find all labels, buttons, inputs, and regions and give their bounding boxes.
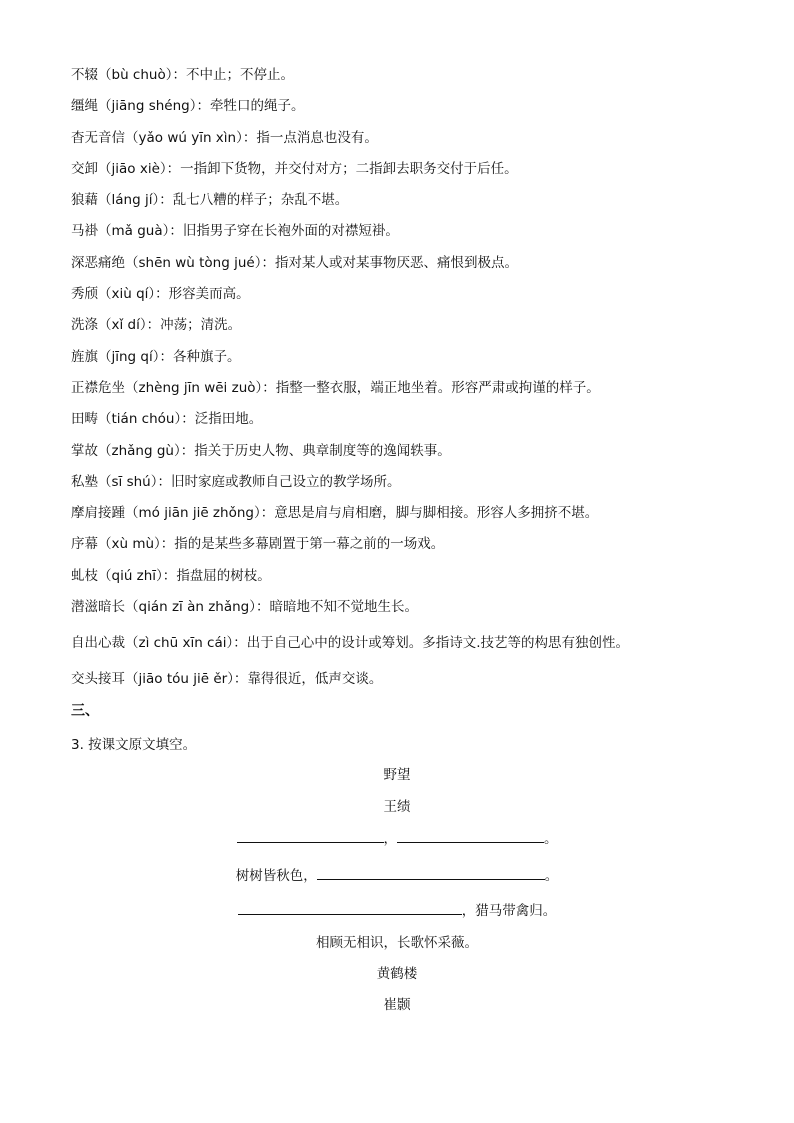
vocab-entry: 虬枝（qiú zhī）：指盘屈的树枝。 xyxy=(71,567,271,584)
vocab-pinyin: mǎ guà xyxy=(111,223,163,240)
vocab-term: 正襟危坐 xyxy=(71,379,125,396)
vocab-entry: 摩肩接踵（mó jiān jiē zhǒng）：意思是肩与肩相磨，脚与脚相接。形容人多拥挤不堪。 xyxy=(71,505,599,522)
vocab-pinyin: bù chuò xyxy=(111,67,166,83)
vocab-term: 狼藉 xyxy=(71,192,98,209)
vocab-term: 缰绳 xyxy=(71,98,98,115)
vocab-pinyin: jiāo xiè xyxy=(111,160,160,177)
vocab-pinyin: sī shú xyxy=(111,473,151,490)
vocab-entry: 交头接耳（jiāo tóu jiē ěr）：靠得很近，低声交谈。 xyxy=(71,671,383,688)
vocab-entry: 潜滋暗长（qián zī àn zhǎng）：暗暗地不知不觉地生长。 xyxy=(71,599,418,616)
vocab-pinyin: jīng qí xyxy=(111,348,153,365)
vocab-term: 掌故 xyxy=(71,442,98,459)
poem-line xyxy=(0,864,794,884)
fill-blank[interactable] xyxy=(397,827,544,843)
fill-blank[interactable] xyxy=(238,899,462,915)
vocab-entry: 缰绳（jiāng shéng）：牵牲口的绳子。 xyxy=(71,98,305,115)
poem-text: ，猎马带禽归。 xyxy=(461,903,557,919)
poem-line xyxy=(0,827,794,847)
vocab-entry: 旌旗（jīng qí）：各种旗子。 xyxy=(71,348,241,365)
vocab-definition: 各种旗子。 xyxy=(173,348,241,365)
vocab-definition: 意思是肩与肩相磨，脚与脚相接。形容人多拥挤不堪。 xyxy=(274,505,599,522)
poem-title: 野望 xyxy=(383,767,411,783)
vocab-term: 马褂 xyxy=(71,223,98,240)
vocab-term: 不辍 xyxy=(71,67,98,83)
vocabulary-list xyxy=(71,64,731,699)
vocab-definition: 指一点消息也没有。 xyxy=(256,129,378,146)
poem-title: 黄鹤楼 xyxy=(376,966,418,982)
vocab-definition: 泛指田地。 xyxy=(194,411,263,428)
vocab-term: 自出心裁 xyxy=(71,635,125,652)
vocab-definition: 出于自己心中的设计或筹划。多指诗文.技艺等的构思有独创性。 xyxy=(246,635,630,652)
vocab-definition: 牵牲口的绳子。 xyxy=(209,98,305,115)
vocab-entry: 掌故（zhǎng gù）：指关于历史人物、典章制度等的逸闻轶事。 xyxy=(71,442,451,459)
vocab-pinyin: zhǎng gù xyxy=(111,442,174,459)
vocab-entry: 交卸（jiāo xiè）：一指卸下货物，并交付对方；二指卸去职务交付于后任。 xyxy=(71,160,518,177)
vocab-pinyin: qián zī àn zhǎng xyxy=(138,599,250,616)
vocab-definition: 指盘屈的树枝。 xyxy=(176,567,271,584)
poem-author: 王绩 xyxy=(383,799,411,815)
vocab-term: 交卸 xyxy=(71,160,98,177)
vocab-pinyin: tián chóu xyxy=(111,411,175,428)
punctuation: 。 xyxy=(544,831,558,847)
vocab-definition: 指对某人或对某事物厌恶、痛恨到极点。 xyxy=(274,254,518,271)
vocab-pinyin: xǐ dí xyxy=(111,317,140,334)
poem-author: 崔颢 xyxy=(383,997,411,1013)
vocab-pinyin: zhèng jīn wēi zuò xyxy=(138,379,256,396)
vocab-definition: 形容美而高。 xyxy=(168,286,250,303)
poem-text: 树树皆秋色， xyxy=(235,868,317,884)
vocab-definition: 旧指男子穿在长袍外面的对襟短褂。 xyxy=(182,223,399,240)
vocab-entry: 私塾（sī shú）：旧时家庭或教师自己设立的教学场所。 xyxy=(71,473,401,490)
vocab-term: 摩肩接踵 xyxy=(71,505,125,522)
vocab-term: 潜滋暗长 xyxy=(71,599,125,616)
vocab-term: 旌旗 xyxy=(71,348,98,365)
vocab-definition: 靠得很近，低声交谈。 xyxy=(247,671,383,688)
vocab-term: 序幕 xyxy=(71,536,98,553)
vocab-entry: 正襟危坐（zhèng jīn wēi zuò）：指整一整衣服，端正地坐着。形容严肃或拘谨的样子。 xyxy=(71,379,600,396)
vocab-term: 洗涤 xyxy=(71,317,98,334)
vocab-entry: 序幕（xù mù）：指的是某些多幕剧置于第一幕之前的一场戏。 xyxy=(71,536,445,553)
vocab-entry: 不辍（bù chuò）：不中止；不停止。 xyxy=(71,67,294,83)
vocab-term: 虬枝 xyxy=(71,567,98,584)
vocab-pinyin: yǎo wú yīn xìn xyxy=(138,129,237,146)
vocab-pinyin: láng jí xyxy=(111,192,153,209)
vocab-definition: 指关于历史人物、典章制度等的逸闻轶事。 xyxy=(194,442,451,459)
fill-blank[interactable] xyxy=(237,827,384,843)
vocab-definition: 暗暗地不知不觉地生长。 xyxy=(269,599,418,616)
question-prompt: 3. 按课文原文填空。 xyxy=(71,737,197,753)
vocab-term: 田畴 xyxy=(71,411,98,428)
vocab-term: 秀颀 xyxy=(71,286,98,303)
vocab-entry: 自出心裁（zì chū xīn cái）：出于自己心中的设计或筹划。多指诗文.技艺等的构思有独创性。 xyxy=(71,635,630,652)
vocab-definition: 一指卸下货物，并交付对方；二指卸去职务交付于后任。 xyxy=(180,160,518,177)
vocab-entry: 杳无音信（yǎo wú yīn xìn）：指一点消息也没有。 xyxy=(71,129,378,146)
vocab-entry: 田畴（tián chóu）：泛指田地。 xyxy=(71,411,263,428)
vocab-term: 交头接耳 xyxy=(71,671,125,688)
vocab-definition: 不中止；不停止。 xyxy=(185,67,294,83)
vocab-entry: 狼藉（láng jí）：乱七八糟的样子；杂乱不堪。 xyxy=(71,192,349,209)
vocab-definition: 冲荡；清洗。 xyxy=(160,317,242,334)
poem-line: 相顾无相识，长歌怀采薇。 xyxy=(316,935,478,951)
punctuation: 。 xyxy=(544,868,559,884)
vocab-pinyin: jiāo tóu jiē ěr xyxy=(138,671,228,688)
vocab-definition: 指的是某些多幕剧置于第一幕之前的一场戏。 xyxy=(174,536,445,553)
vocab-pinyin: shēn wù tòng jué xyxy=(138,254,255,271)
vocab-definition: 指整一整衣服，端正地坐着。形容严肃或拘谨的样子。 xyxy=(275,379,600,396)
vocab-pinyin: xiù qí xyxy=(111,286,149,303)
vocab-term: 杳无音信 xyxy=(71,129,125,146)
vocab-pinyin: zì chū xīn cái xyxy=(138,635,227,652)
vocab-term: 私塾 xyxy=(71,473,98,490)
vocab-pinyin: mó jiān jiē zhǒng xyxy=(138,505,254,522)
vocab-definition: 旧时家庭或教师自己设立的教学场所。 xyxy=(170,473,401,490)
section-heading: 三、 xyxy=(71,703,99,719)
punctuation: ， xyxy=(383,831,397,847)
vocab-definition: 乱七八糟的样子；杂乱不堪。 xyxy=(172,192,349,209)
vocab-pinyin: jiāng shéng xyxy=(111,98,190,115)
vocab-pinyin: qiú zhī xyxy=(111,567,157,584)
vocab-entry: 深恶痛绝（shēn wù tòng jué）：指对某人或对某事物厌恶、痛恨到极点。 xyxy=(71,254,518,271)
poem-line xyxy=(0,899,794,919)
vocab-entry: 秀颀（xiù qí）：形容美而高。 xyxy=(71,286,250,303)
vocab-term: 深恶痛绝 xyxy=(71,254,125,271)
fill-blank[interactable] xyxy=(317,864,545,880)
vocab-pinyin: xù mù xyxy=(111,536,155,553)
vocab-entry: 马褂（mǎ guà）：旧指男子穿在长袍外面的对襟短褂。 xyxy=(71,223,399,240)
vocab-entry: 洗涤（xǐ dí）：冲荡；清洗。 xyxy=(71,317,242,334)
